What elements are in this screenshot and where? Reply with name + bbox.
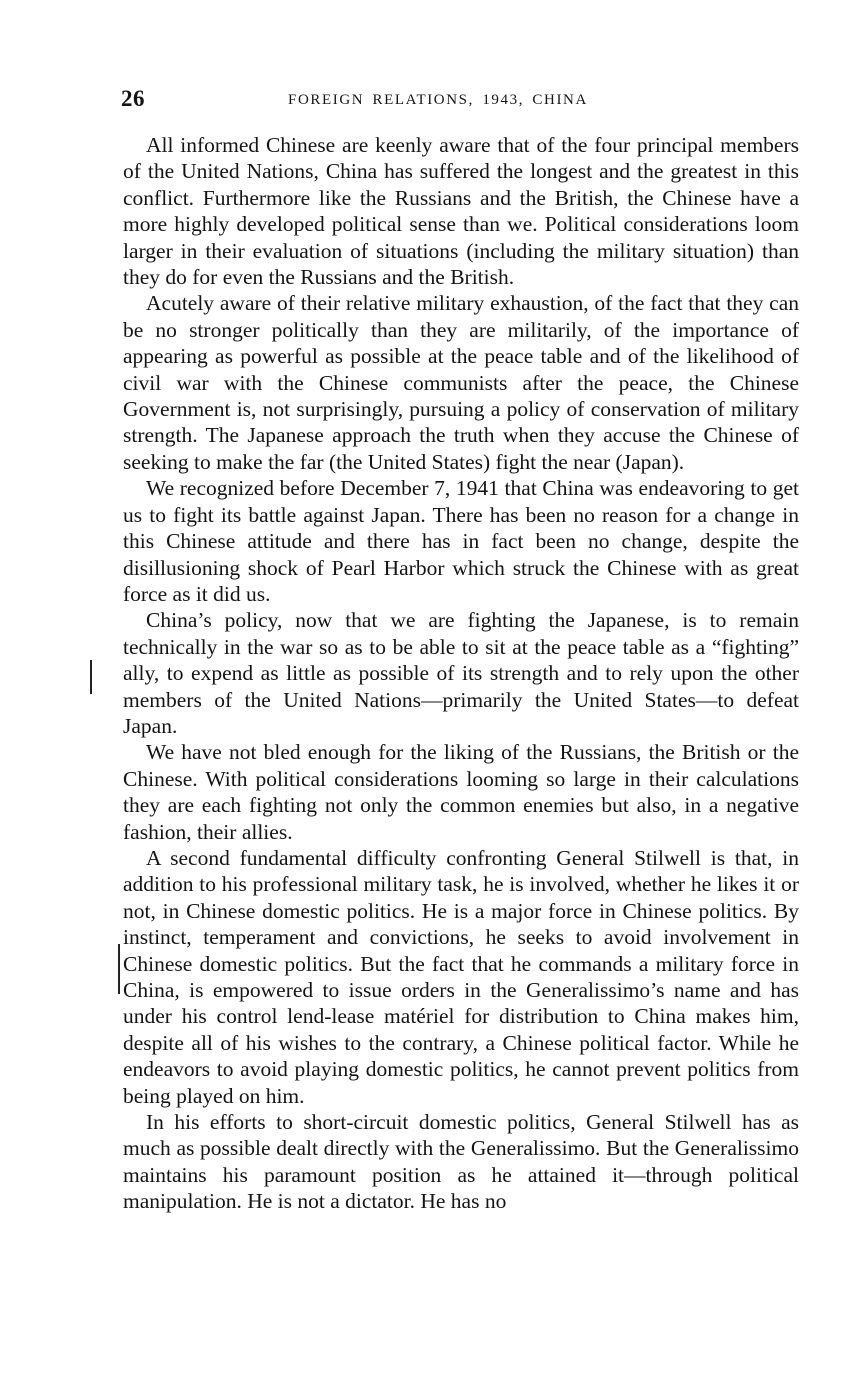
body-text	[123, 132, 799, 1215]
running-head: FOREIGN RELATIONS, 1943, CHINA	[288, 92, 588, 108]
paragraph-1: All informed Chinese are keenly aware that of the four principal members of the United Nations, China has suffered the longest and the greatest in this conflict. Furthermore like the Russians and the British, the Chinese have a more highly developed political sense than we. Political considerations loom larger in their evaluation of situations (including the military situation) than they do for even the Russians and the British.	[123, 133, 799, 290]
paragraph-4: China’s policy, now that we are fighting the Japanese, is to remain technically in the war so as to be able to sit at the peace table as a “fighting” ally, to expend as little as possible of its strength and to rely upon the other members of the United Nations—primarily the United States—to defeat Japan.	[123, 608, 799, 738]
paragraph-6: A second fundamental difficulty confronting General Stilwell is that, in addition to his professional military task, he is involved, whether he likes it or not, in Chinese domestic politics. He is a major force in Chinese politics. By instinct, temperament and convictions, he seeks to avoid involvement in Chinese domestic politics. But the fact that he commands a military force in China, is empowered to issue orders in the Generalissimo’s name and has under his control lend-lease matériel for distribution to China makes him, despite all of his wishes to the contrary, a Chinese political factor. While he endeavors to avoid playing domestic politics, he cannot prevent politics from being played on him.	[123, 845, 799, 1108]
margin-mark-2	[118, 944, 120, 994]
page-number: 26	[121, 86, 145, 111]
page-header	[121, 86, 801, 116]
margin-mark-1	[90, 660, 92, 694]
paragraph-7: In his efforts to short-circuit domestic politics, General Stilwell has as much as possible dealt directly with the Generalissimo. But the Generalissimo maintains his paramount position as he attained it—through political manipulation. He is not a dictator. He has no	[123, 1110, 799, 1214]
paragraph-5: We have not bled enough for the liking of the Russians, the British or the Chinese. With political considerations looming so large in their calculations they are each fighting not only the common enemies but also, in a negative fashion, their allies.	[123, 740, 799, 844]
paragraph-3: We recognized before December 7, 1941 that China was endeavoring to get us to fight its battle against Japan. There has been no reason for a change in this Chinese attitude and there has in fact been no change, despite the disillusioning shock of Pearl Harbor which struck the Chinese with as great force as it did us.	[123, 476, 799, 606]
paragraph-2: Acutely aware of their relative military exhaustion, of the fact that they can be no stronger politically than they are militarily, of the importance of appearing as powerful as possible at the peace table and of the likelihood of civil war with the Chinese communists after the peace, the Chinese Government is, not surprisingly, pursuing a policy of conservation of military strength. The Japanese approach the truth when they accuse the Chinese of seeking to make the far (the United States) fight the near (Japan).	[123, 291, 799, 474]
